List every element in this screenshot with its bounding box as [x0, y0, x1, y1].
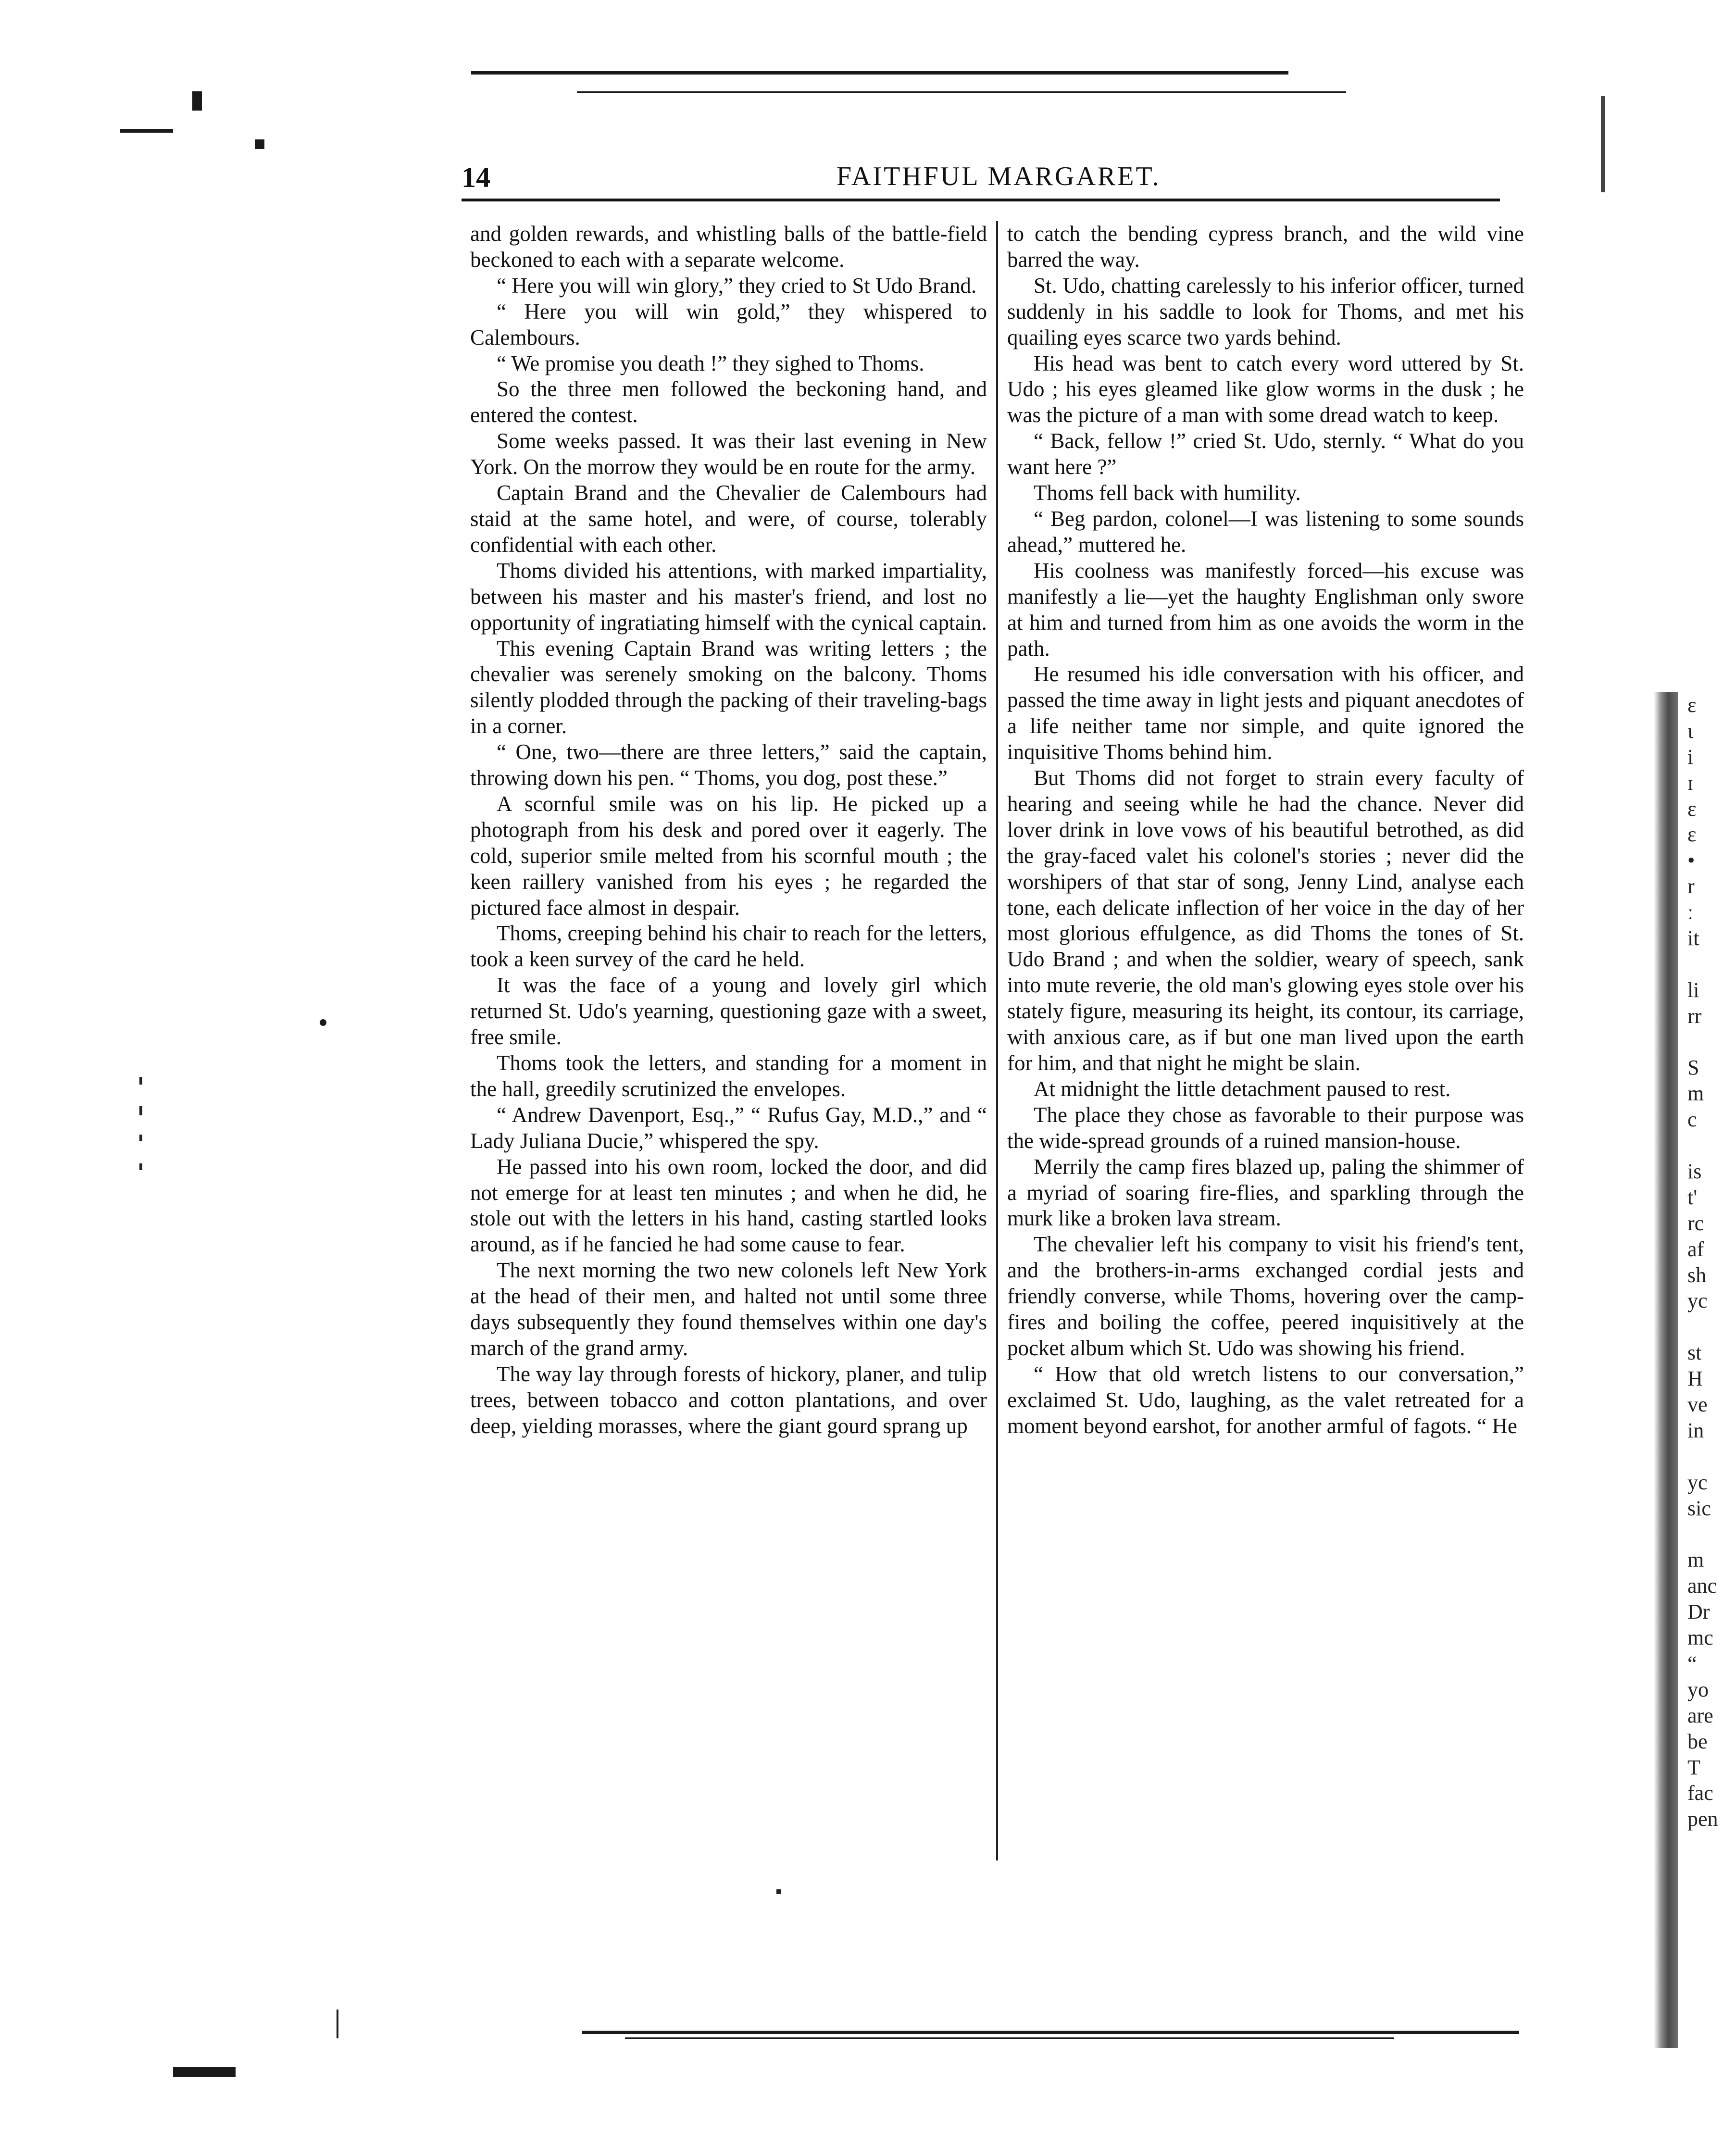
edge-fragment: S — [1687, 1056, 1699, 1080]
header-rule — [462, 199, 1500, 201]
edge-fragment: be — [1687, 1729, 1708, 1753]
paragraph: The place they chose as favorable to their purpose was the wide-spread grounds of a ruined mansion-house. — [1007, 1102, 1524, 1153]
page-number: 14 — [462, 162, 490, 193]
paragraph: Some weeks passed. It was their last evening in New York. On the morrow they would be en route for the army. — [470, 429, 987, 479]
edge-fragment: t' — [1687, 1185, 1698, 1209]
scan-top-rule — [471, 71, 1288, 75]
paragraph: “ One, two—there are three letters,” said the captain, throwing down his pen. “ Thoms, you dog, post these.” — [470, 740, 987, 790]
edge-fragment: st — [1687, 1341, 1702, 1365]
edge-fragment — [1687, 1133, 1731, 1159]
edge-fragment: sic — [1687, 1496, 1711, 1520]
paragraph: “ How that old wretch listens to our conversation,” exclaimed St. Udo, laughing, as the valet retreated for a moment beyond earshot, for another armful of fagots. “ He — [1007, 1361, 1524, 1438]
paragraph: He resumed his idle conversation with his officer, and passed the time away in light jests and piquant anecdotes of a life neither tame nor simple, and quite ignored the inquisitive Thoms behind him. — [1007, 662, 1524, 764]
edge-fragment — [1687, 1314, 1731, 1340]
edge-fragment: H — [1687, 1367, 1703, 1391]
scan-speck — [1601, 96, 1605, 192]
running-head: FAITHFUL MARGARET. — [837, 162, 1161, 191]
paragraph: Captain Brand and the Chevalier de Calembours had staid at the same hotel, and were, of course, tolerably confidential with each other. — [470, 481, 987, 557]
edge-fragment: are — [1687, 1703, 1713, 1727]
paragraph: It was the face of a young and lovely girl which returned St. Udo's yearning, questioning gaze with a sweet, free smile. — [470, 973, 987, 1049]
paragraph: His head was bent to catch every word uttered by St. Udo ; his eyes gleamed like glow worms in the dusk ; he was the picture of a man with some dread watch to keep. — [1007, 351, 1524, 427]
edge-fragment: ε — [1687, 693, 1697, 717]
paragraph: St. Udo, chatting carelessly to his inferior officer, turned suddenly in his saddle to look for Thoms, and met his quailing eyes scarce two yards behind. — [1007, 273, 1524, 350]
edge-fragment: i — [1687, 745, 1694, 769]
paragraph: The chevalier left his company to visit his friend's tent, and the brothers-in-arms exchanged cordial jests and friendly converse, while Thoms, hovering over the camp-fires and boiling the coffee, peered inquisitively at the pocket album which St. Udo was showing his friend. — [1007, 1232, 1524, 1360]
edge-fragment: ι — [1687, 719, 1693, 743]
paragraph: But Thoms did not forget to strain every faculty of hearing and seeing while he had the chance. Never did lover drink in love vows of his beautiful betrothed, as did the gray-faced valet his colonel's stories ; never did the worshipers of that star of song, Jenny Lind, analyse each tone, each delicate inflection of her voice in the day of her most glorious effulgence, as did Thoms the tones of St. Udo Brand ; and when the soldier, weary of speech, sank into mute reverie, the old man's glowing eyes stole over his stately figure, measuring its height, its contour, its carriage, with anxious care, as if but one man lived upon the earth for him, and that night he might be slain. — [1007, 766, 1524, 1075]
scan-speck — [192, 91, 202, 111]
edge-fragment: ve — [1687, 1393, 1708, 1417]
paragraph: The next morning the two new colonels left New York at the head of their men, and halted not until some three days subsequently they found themselves within one day's march of the grand army. — [470, 1258, 987, 1360]
paragraph: Thoms took the letters, and standing for a moment in the hall, greedily scrutinized the envelopes. — [470, 1051, 987, 1101]
right-column — [1007, 221, 1524, 1860]
paragraph: “ We promise you death !” they sighed to Thoms. — [497, 351, 924, 375]
edge-fragment: ɪ — [1687, 771, 1694, 795]
edge-fragment: m — [1687, 1082, 1704, 1106]
edge-fragment: T — [1687, 1755, 1700, 1779]
edge-fragment — [1687, 951, 1731, 977]
edge-fragment — [1687, 1029, 1731, 1055]
edge-fragment: li — [1687, 978, 1699, 1002]
page-header — [462, 156, 1495, 200]
edge-fragment: sh — [1687, 1263, 1707, 1287]
paragraph: “ Beg pardon, colonel—I was listening to some sounds ahead,” muttered he. — [1007, 506, 1524, 557]
edge-fragment: • — [1687, 849, 1695, 873]
paragraph: The way lay through forests of hickory, planer, and tulip trees, between tobacco and cotton plantations, and over deep, yielding morasses, where the giant gourd sprang up — [470, 1361, 987, 1438]
scan-speck — [776, 1889, 781, 1894]
edge-fragment: anc — [1687, 1574, 1717, 1598]
scan-speck — [139, 1163, 142, 1170]
edge-fragment — [1687, 1444, 1731, 1470]
paragraph: and golden rewards, and whistling balls of the battle-field beckoned to each with a separate welcome. — [470, 222, 987, 272]
edge-fragment: “ — [1687, 1651, 1697, 1675]
paragraph: “ Andrew Davenport, Esq.,” “ Rufus Gay, M.D.,” and “ Lady Juliana Ducie,” whispered the spy. — [470, 1102, 987, 1153]
scan-bottom-rule — [582, 2031, 1519, 2034]
edge-fragment: c — [1687, 1108, 1697, 1132]
scan-dot — [320, 1019, 326, 1026]
paragraph: Thoms fell back with humility. — [1034, 481, 1301, 505]
page-binding-shadow — [1654, 692, 1678, 2048]
edge-fragment: mc — [1687, 1626, 1713, 1650]
edge-fragment: fac — [1687, 1781, 1713, 1805]
edge-fragment: m — [1687, 1548, 1704, 1572]
paragraph: Thoms divided his attentions, with marked impartiality, between his master and his master's friend, and lost no opportunity of ingratiating himself with the cynical captain. — [470, 558, 987, 635]
paragraph: So the three men followed the beckoning hand, and entered the contest. — [470, 377, 987, 427]
edge-fragment: pen — [1687, 1807, 1718, 1831]
paragraph: “ Here you will win glory,” they cried to St Udo Brand. — [497, 273, 977, 298]
scan-speck — [120, 129, 173, 133]
scan-top-rule-thin — [577, 91, 1346, 93]
paragraph: Merrily the camp fires blazed up, paling the shimmer of a myriad of soaring fire-flies, and sparkling through the murk like a broken lava stream. — [1007, 1154, 1524, 1231]
edge-fragment — [1687, 1522, 1731, 1548]
edge-fragment: yc — [1687, 1289, 1708, 1313]
scan-bottom-rule-thin — [625, 2037, 1394, 2039]
edge-fragment: in — [1687, 1418, 1704, 1442]
scan-speck — [139, 1135, 142, 1141]
paragraph: At midnight the little detachment paused to rest. — [1034, 1076, 1451, 1101]
edge-fragment: r — [1687, 874, 1695, 899]
column-divider — [996, 221, 998, 1860]
scan-speck — [255, 139, 264, 149]
paragraph: Thoms, creeping behind his chair to reach for the letters, took a keen survey of the card he held. — [470, 921, 987, 972]
edge-fragment: yc — [1687, 1470, 1708, 1494]
paragraph: This evening Captain Brand was writing letters ; the chevalier was serenely smoking on the balcony. Thoms silently plodded through the packing of their traveling-bags in a corner. — [470, 636, 987, 738]
paragraph: A scornful smile was on his lip. He picked up a photograph from his desk and pored over it eagerly. The cold, superior smile melted from his scornful mouth ; the keen raillery vanished from his eyes ; he regarded the pictured face almost in despair. — [470, 791, 987, 920]
paragraph: “ Back, fellow !” cried St. Udo, sternly. “ What do you want here ?” — [1007, 429, 1524, 479]
edge-fragment: ε — [1687, 823, 1697, 847]
scan-speck — [139, 1106, 142, 1115]
scan-speck — [139, 1077, 142, 1085]
paragraph: His coolness was manifestly forced—his excuse was manifestly a lie—yet the haughty Englishman only swore at him and turned from him as one avoids the worm in the path. — [1007, 558, 1524, 661]
edge-fragment: ː — [1687, 900, 1694, 924]
edge-fragment: rc — [1687, 1211, 1704, 1235]
facing-page-fragments — [1687, 692, 1731, 1832]
edge-fragment: it — [1687, 926, 1699, 950]
edge-fragment: af — [1687, 1237, 1704, 1261]
edge-fragment: yo — [1687, 1677, 1709, 1701]
left-column — [470, 221, 987, 1860]
paragraph: “ Here you will win gold,” they whispered to Calembours. — [470, 299, 987, 350]
paragraph: He passed into his own room, locked the door, and did not emerge for at least ten minutes ; and when he did, he stole out with the letters in his hand, casting startled looks around, as if he fancied he had some cause to fear. — [470, 1154, 987, 1257]
scan-speck — [337, 2010, 338, 2038]
scan-speck — [173, 2067, 236, 2077]
paragraph: to catch the bending cypress branch, and the wild vine barred the way. — [1007, 222, 1524, 272]
edge-fragment: ε — [1687, 797, 1697, 821]
edge-fragment: Dr — [1687, 1600, 1710, 1624]
edge-fragment: rr — [1687, 1004, 1702, 1028]
edge-fragment: is — [1687, 1160, 1702, 1184]
